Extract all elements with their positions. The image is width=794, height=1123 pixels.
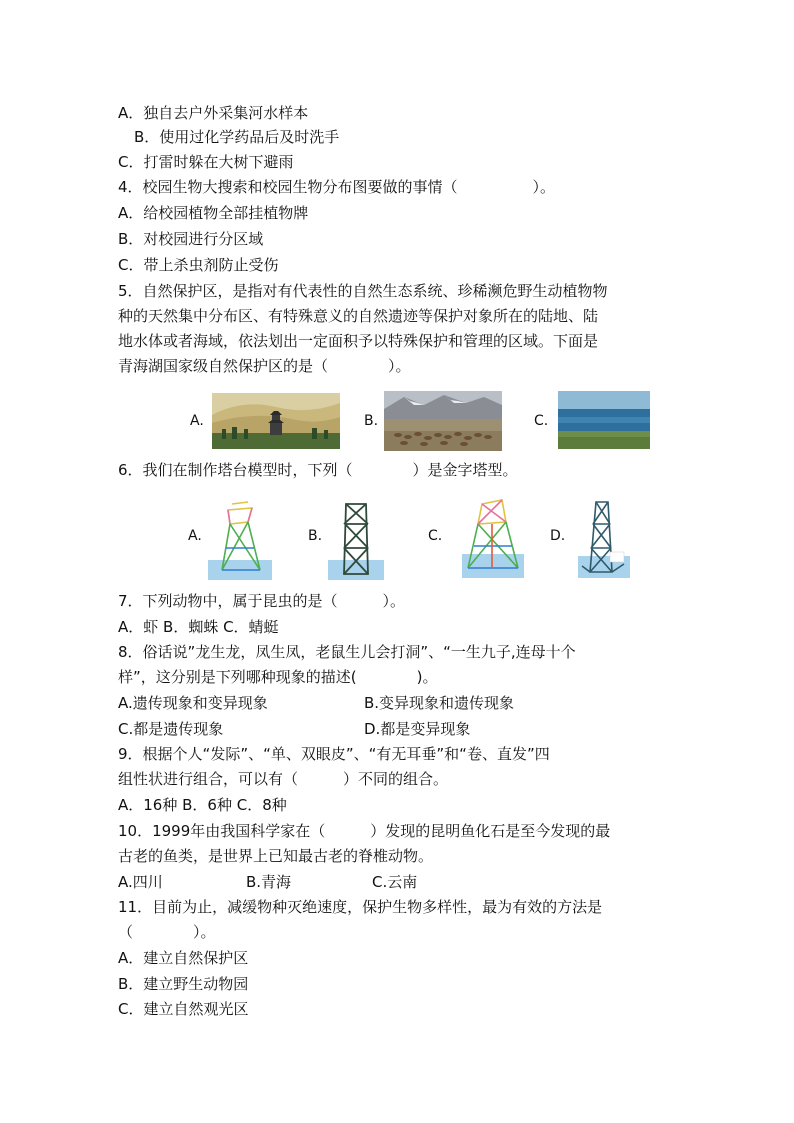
tower-model-a [208,498,272,580]
question-5-text: 青海湖国家级自然保护区的是（ ）。 [118,357,411,375]
option-text: B．使用过化学药品后及时洗手 [134,128,340,146]
option-label: B. [308,528,323,544]
option-text: A．独自去户外采集河水样本 [118,104,309,122]
option-text: B.青海 [246,873,292,891]
question-11: 11．目前为止，减缓物种灭绝速度，保护生物多样性，最为有效的方法是 [118,898,603,916]
option-label: D. [550,528,566,544]
question-5: 5．自然保护区，是指对有代表性的自然生态系统、珍稀濒危野生动植物物 [118,282,608,300]
lake-photo [558,391,650,449]
option-text: A．虾 B．蜘蛛 C．蜻蜓 [118,618,279,636]
option-text: B．对校园进行分区域 [118,230,264,248]
question-4: 4．校园生物大搜索和校园生物分布图要做的事情（ ）。 [118,178,556,196]
option-label: C. [534,413,549,429]
option-text: A．给校园植物全部挂植物牌 [118,204,309,222]
option-text: D.都是变异现象 [364,720,471,738]
question-5-text: 种的天然集中分布区、有特殊意义的自然遗迹等保护对象所在的陆地、陆 [118,307,599,325]
option-label: C. [428,528,443,544]
option-row [118,692,688,714]
question-10: 10．1999年由我国科学家在（ ）发现的昆明鱼化石是至今发现的最 [118,822,611,840]
option-text: C．带上杀虫剂防止受伤 [118,256,279,274]
option-row [118,871,688,893]
tower-model-b [328,498,384,580]
question-11-text: （ ）。 [118,923,216,941]
option-text: C.云南 [372,873,418,891]
desert-dunes-photo [212,393,340,449]
tower-model-c [462,494,524,578]
option-text: C.都是遗传现象 [118,720,224,738]
option-text: A.遗传现象和变异现象 [118,694,268,712]
question-9: 9．根据个人“发际”、“单、双眼皮”、“有无耳垂”和“卷、直发”四 [118,745,550,763]
option-row [118,718,688,740]
option-text: A.四川 [118,873,163,891]
tower-model-d [578,498,630,578]
question-8-text: 样”，这分别是下列哪种现象的描述( )。 [118,668,438,686]
question-9-text: 组性状进行组合，可以有（ ）不同的组合。 [118,770,449,788]
option-label: A. [188,528,202,544]
question-7: 7．下列动物中，属于昆虫的是（ ）。 [118,592,406,610]
option-label: A. [190,413,204,429]
antelope-herd-photo [384,391,502,451]
option-text: A．16种 B．6种 C．8种 [118,796,287,814]
option-text: B．建立野生动物园 [118,975,249,993]
question-5-text: 地水体或者海域，依法划出一定面积予以特殊保护和管理的区域。下面是 [118,332,599,350]
option-text: A．建立自然保护区 [118,949,249,967]
option-text: C．建立自然观光区 [118,1000,249,1018]
option-text: B.变异现象和遗传现象 [364,694,515,712]
option-label: B. [364,413,379,429]
option-text: C．打雷时躲在大树下避雨 [118,153,294,171]
question-10-text: 古老的鱼类，是世界上已知最古老的脊椎动物。 [118,847,434,865]
question-8: 8．俗话说”龙生龙，凤生凤，老鼠生儿会打洞”、“一生九子,连母十个 [118,643,576,661]
question-6: 6．我们在制作塔台模型时，下列（ ）是金字塔型。 [118,461,518,479]
